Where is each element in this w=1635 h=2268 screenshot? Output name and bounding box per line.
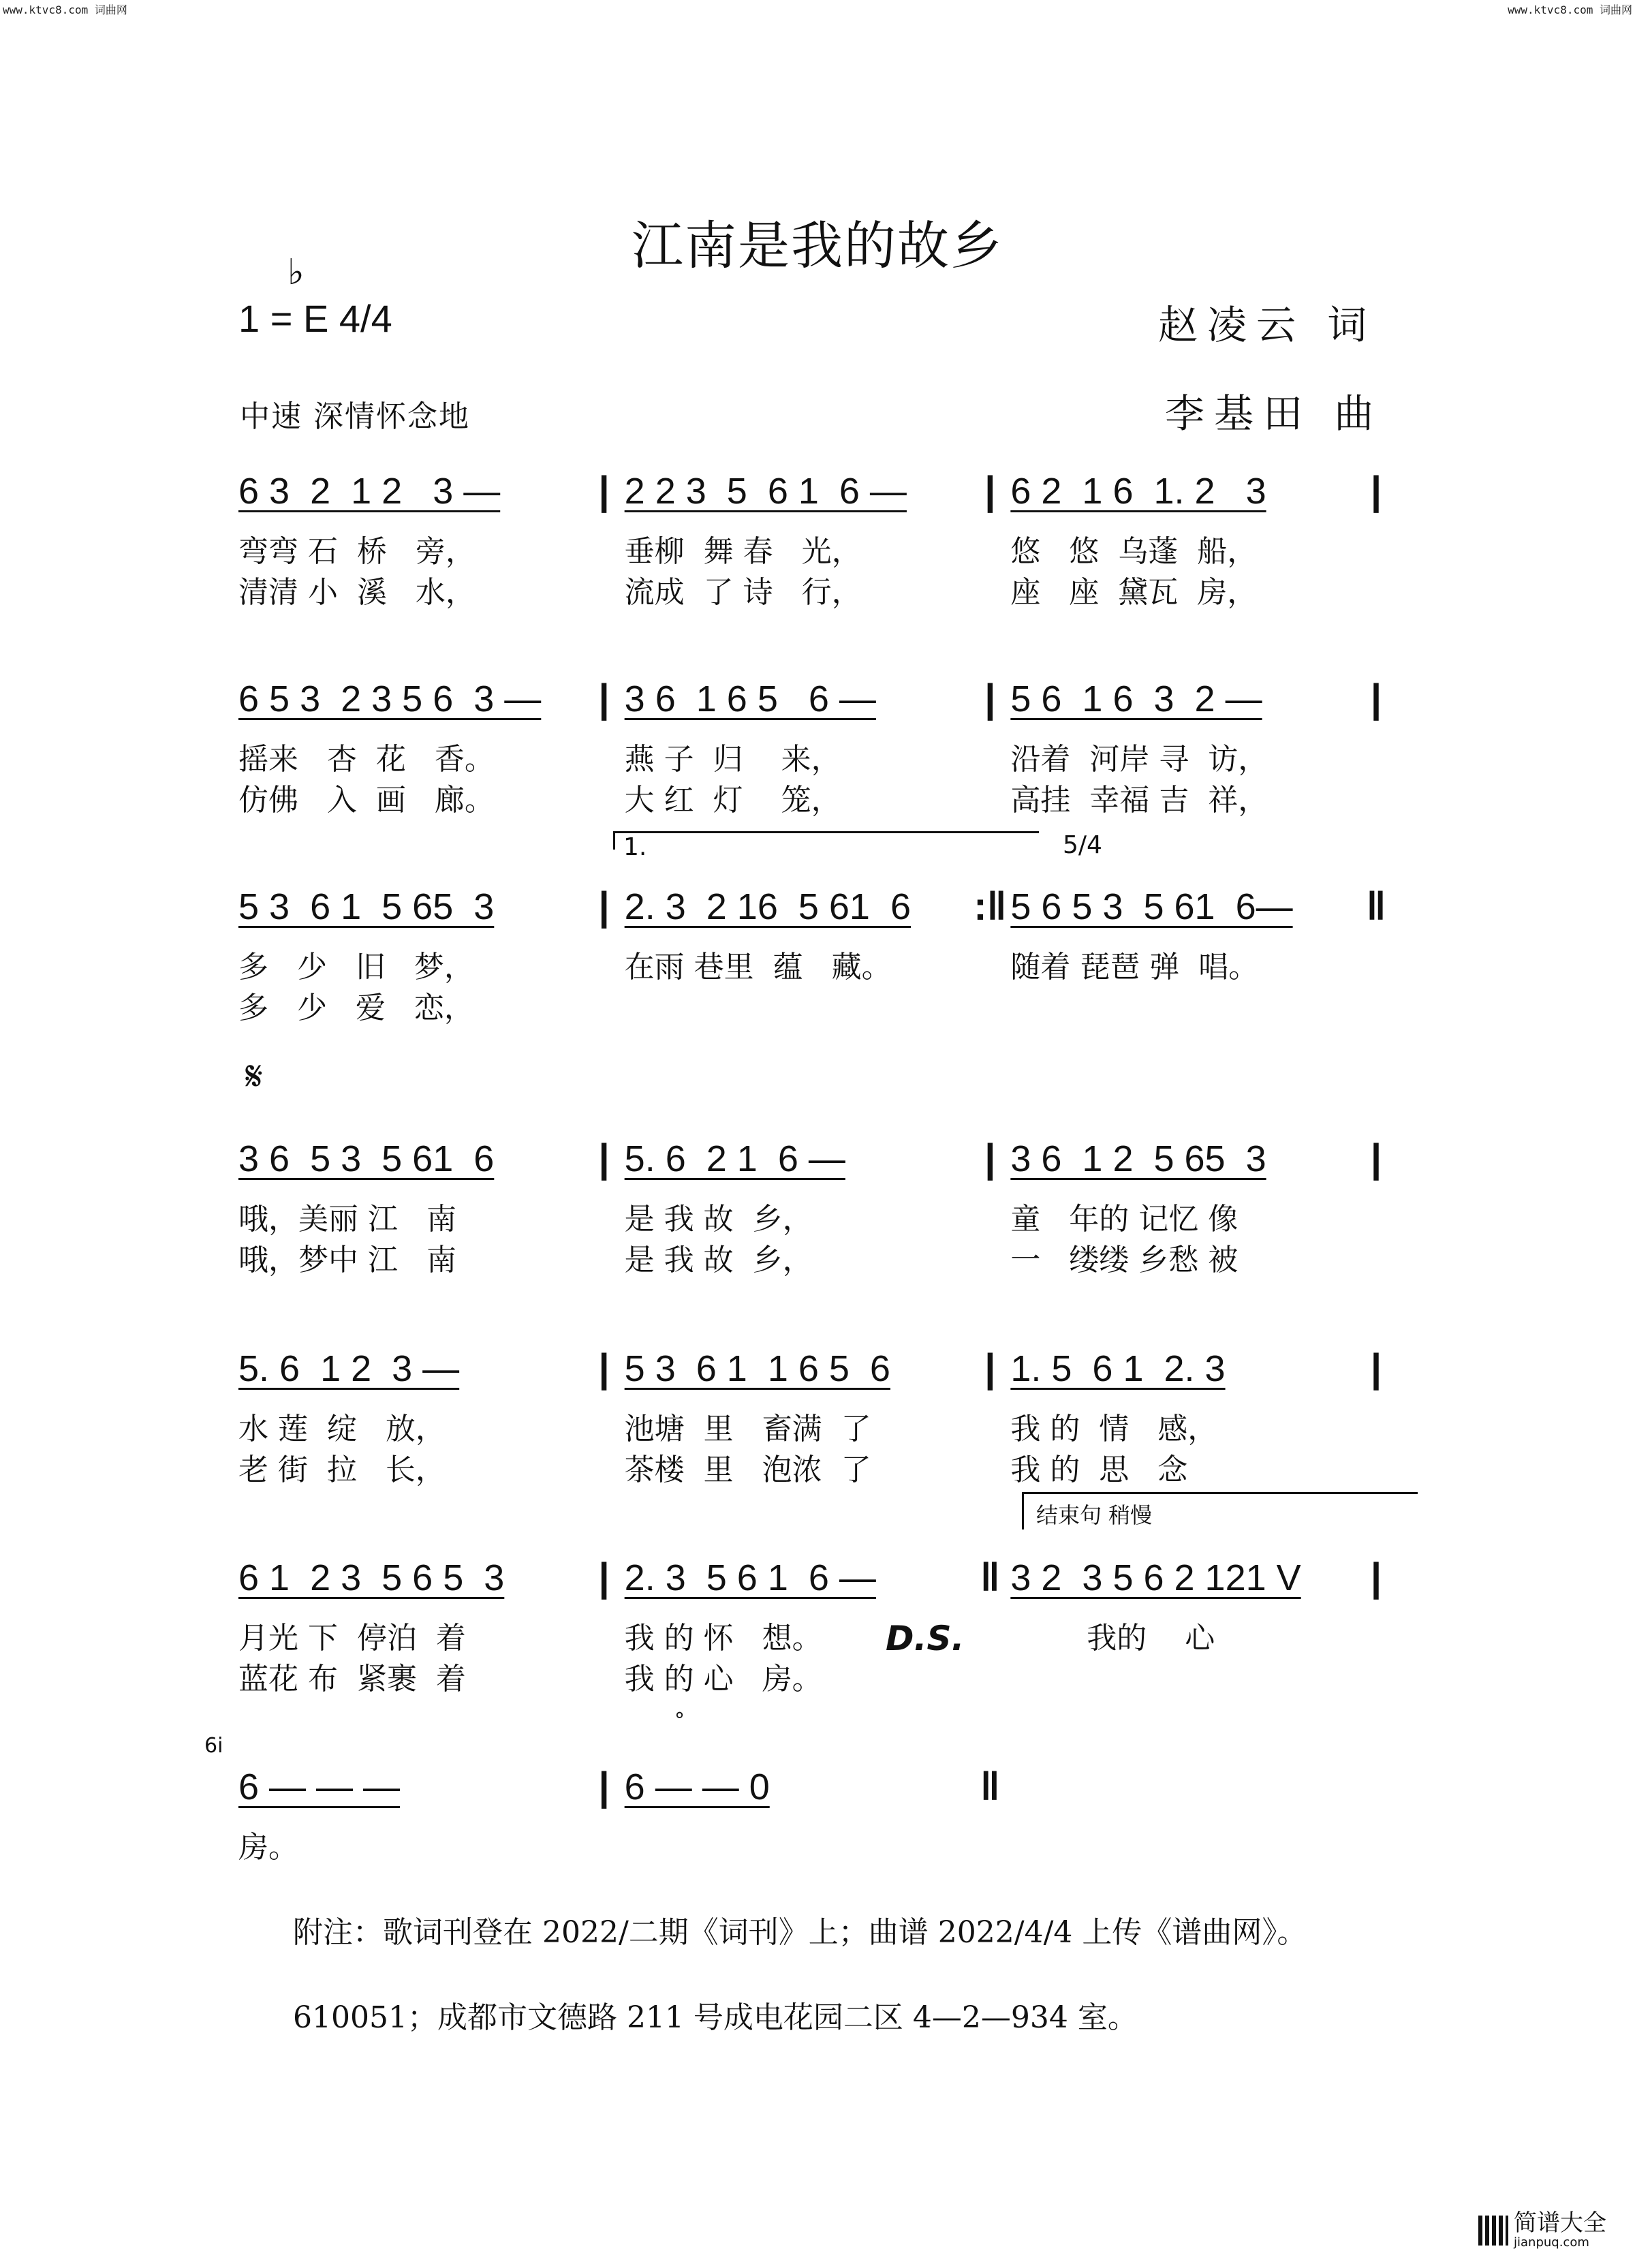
lyric-verse-2: 高挂 幸福 吉 祥，	[1010, 783, 1268, 818]
lyric-verse-2	[1010, 1868, 1356, 1909]
notation: 3 2 3 5 6 2 121 V	[1010, 1557, 1301, 1598]
notation: 3 6 1 6 5 6 —	[624, 679, 876, 719]
notation: 5 3 6 1 5 65 3	[238, 886, 495, 927]
lyric-verse-2: 我 的 心 房。	[624, 1662, 822, 1696]
logo-url: jianpuq.com	[1514, 2235, 1589, 2250]
lyric-verse-1: 在雨 巷里 蕴 藏。	[624, 950, 892, 984]
footnote: 附注：歌词刊登在 2022/二期《词刊》上；曲谱 2022/4/4 上传《谱曲网》。	[293, 1915, 1307, 1950]
segno-icon: 𝄋	[245, 1053, 263, 1100]
lyric-verse-1: 垂柳 舞 春 光，	[624, 534, 862, 569]
notation	[1010, 1766, 1356, 1808]
barline: |	[1370, 1555, 1382, 1600]
composer: 李基田 曲	[1165, 390, 1384, 437]
measure	[238, 1138, 584, 1281]
lyric-verse-2	[625, 988, 970, 1029]
lyric-verse-1: 弯弯 石 桥 旁，	[238, 534, 476, 569]
lyric-verse-2	[1010, 988, 1356, 1029]
lyric-verse-2: 哦，梦中 江 南	[238, 1243, 456, 1277]
lyric-verse-2: 老 街 拉 长，	[238, 1453, 446, 1487]
lyric-verse-1: 我 的 情 感，	[1010, 1412, 1218, 1446]
barline: ‖	[980, 1765, 1000, 1809]
barline: |	[984, 677, 996, 721]
measure	[1010, 886, 1356, 1029]
barline: ‖	[980, 1555, 1000, 1600]
lyric-verse-2: 我 的 思 念	[1010, 1453, 1188, 1487]
lyric-verse-1: 沿着 河岸 寻 访，	[1010, 742, 1268, 777]
flat-icon: ♭	[287, 253, 305, 292]
watermark-left: www.ktvc8.com 词曲网	[3, 3, 127, 16]
song-title: 江南是我的故乡	[632, 215, 1003, 276]
barline: |	[598, 1555, 610, 1600]
notation: 2. 3 2 16 5 61 6	[624, 886, 911, 927]
measure	[1010, 470, 1356, 613]
measure	[625, 1138, 970, 1281]
lyric-verse-1	[1010, 1827, 1356, 1868]
barline: |	[1370, 1136, 1382, 1181]
barline: |	[598, 884, 610, 929]
lyric-verse-2	[1010, 1659, 1356, 1700]
notation: 5 3 6 1 1 6 5 6	[624, 1348, 890, 1389]
dal-segno: D.S.	[886, 1619, 965, 1658]
notation: 3 6 5 3 5 61 6	[238, 1138, 495, 1179]
measure	[238, 1348, 584, 1491]
measure	[238, 1557, 584, 1700]
address: 610051；成都市文德路 211 号成电花园二区 4—2—934 室。	[293, 2000, 1138, 2035]
lyric-verse-1: 摇来 杏 花 香。	[238, 742, 495, 777]
lyric-verse-2: 清清 小 溪 水，	[238, 575, 476, 610]
notation: 1. 5 6 1 2. 3	[1010, 1348, 1226, 1389]
lyric-verse-1	[625, 1827, 970, 1868]
lyric-verse-1: 童 年的 记忆 像	[1010, 1202, 1239, 1237]
tempo-marking: 中速 深情怀念地	[240, 399, 470, 434]
measure	[1010, 1138, 1356, 1281]
lyric-verse-1: 我 的 怀 想。	[624, 1621, 822, 1656]
notation: 2 2 3 5 6 1 6 —	[624, 471, 907, 512]
notation: 5. 6 1 2 3 —	[238, 1348, 460, 1389]
measure	[625, 1766, 970, 1909]
lyric-verse-2: 茶楼 里 泡浓 了	[624, 1453, 871, 1487]
measure	[238, 678, 584, 821]
key-text: 1 = E 4/4	[238, 297, 392, 340]
lyric-verse-2: 蓝花 布 紧裹 着	[238, 1662, 466, 1696]
logo-name: 简谱大全	[1514, 2209, 1606, 2237]
piano-keys-icon	[1478, 2216, 1508, 2246]
lyric-verse-2	[625, 1868, 970, 1909]
lyric-verse-1: 我的 心	[1058, 1621, 1215, 1656]
volta-label: 1.	[623, 833, 647, 861]
lyric-verse-2: 大 红 灯 笼，	[624, 783, 841, 818]
score-row	[238, 678, 1397, 821]
notation: 2. 3 5 6 1 6 —	[624, 1557, 876, 1598]
notation: 3 6 1 2 5 65 3	[1010, 1138, 1266, 1179]
score-row	[238, 886, 1397, 1029]
score-row	[238, 470, 1397, 613]
lyric-verse-1: 月光 下 停泊 着	[238, 1621, 466, 1656]
grace-notes: 6i	[204, 1734, 223, 1758]
lyric-verse-1: 池塘 里 畜满 了	[624, 1412, 871, 1446]
measure	[625, 470, 970, 613]
measure	[238, 1766, 584, 1909]
ending-bracket	[1022, 1492, 1418, 1529]
lyric-verse-2: 一 缕缕 乡愁 被	[1010, 1243, 1239, 1277]
lyric-verse-1: 悠 悠 乌蓬 船，	[1010, 534, 1258, 569]
key-signature	[238, 253, 392, 341]
measure	[625, 886, 970, 1029]
notation: 5 6 5 3 5 61 6—	[1010, 886, 1293, 927]
barline: ‖	[1366, 884, 1386, 929]
lyric-verse-2: 仿佛 入 画 廊。	[238, 783, 495, 818]
barline: |	[1370, 677, 1382, 721]
measure	[1010, 1348, 1356, 1491]
lyric-verse-1: 燕 子 归 来，	[624, 742, 841, 777]
score-row	[238, 1348, 1397, 1491]
ending-mark: 结束句 稍慢	[1036, 1502, 1153, 1528]
measure	[1010, 1766, 1356, 1909]
notation: 6 2 1 6 1. 2 3	[1010, 471, 1266, 512]
notation: 6 — — —	[238, 1767, 401, 1807]
lyric-verse-2	[238, 1868, 584, 1909]
measure	[625, 1348, 970, 1491]
site-logo	[1478, 2211, 1606, 2250]
lyric-verse-1: 哦，美丽 江 南	[238, 1202, 456, 1237]
lyricist: 赵凌云 词	[1158, 302, 1377, 348]
breath-circle: °	[674, 1709, 685, 1733]
measure	[1010, 1557, 1356, 1700]
notation: 6 3 2 1 2 3 —	[238, 471, 501, 512]
barline: |	[598, 1765, 610, 1809]
barline: |	[1370, 469, 1382, 513]
score-row	[238, 1138, 1397, 1281]
barline: |	[598, 469, 610, 513]
notation: 6 5 3 2 3 5 6 3 —	[238, 679, 542, 719]
measure	[625, 678, 970, 821]
lyric-verse-1: 随着 琵琶 弹 唱。	[1010, 950, 1259, 984]
measure	[238, 886, 584, 1029]
notation: 6 1 2 3 5 6 5 3	[238, 1557, 505, 1598]
barline: |	[984, 1136, 996, 1181]
lyric-verse-1: 多 少 旧 梦，	[238, 950, 474, 984]
barline: |	[1370, 1346, 1382, 1391]
score-row	[238, 1766, 1397, 1909]
barline: |	[598, 1136, 610, 1181]
lyric-verse-1: 房。	[238, 1830, 298, 1865]
lyric-verse-1: 水 莲 绽 放，	[238, 1412, 446, 1446]
barline: |	[984, 469, 996, 513]
lyric-verse-1: 是 我 故 乡，	[624, 1202, 813, 1237]
lyric-verse-2: 流成 了 诗 行，	[624, 575, 862, 610]
notation: 6 — — 0	[624, 1767, 770, 1807]
barline: |	[598, 677, 610, 721]
lyric-verse-2: 是 我 故 乡，	[624, 1243, 813, 1277]
notation: 5 6 1 6 3 2 —	[1010, 679, 1262, 719]
barline: |	[598, 1346, 610, 1391]
barline: |	[984, 1346, 996, 1391]
lyric-verse-2: 座 座 黛瓦 房，	[1010, 575, 1258, 610]
score-row	[238, 1557, 1397, 1700]
notation: 5. 6 2 1 6 —	[624, 1138, 845, 1179]
meter-change: 5/4	[1063, 831, 1102, 859]
barline: :‖	[974, 884, 1007, 929]
measure	[238, 470, 584, 613]
first-ending-bracket	[613, 831, 1039, 861]
measure	[1010, 678, 1356, 821]
lyric-verse-2: 多 少 爱 恋，	[238, 991, 474, 1025]
watermark-right: www.ktvc8.com 词曲网	[1508, 3, 1632, 16]
